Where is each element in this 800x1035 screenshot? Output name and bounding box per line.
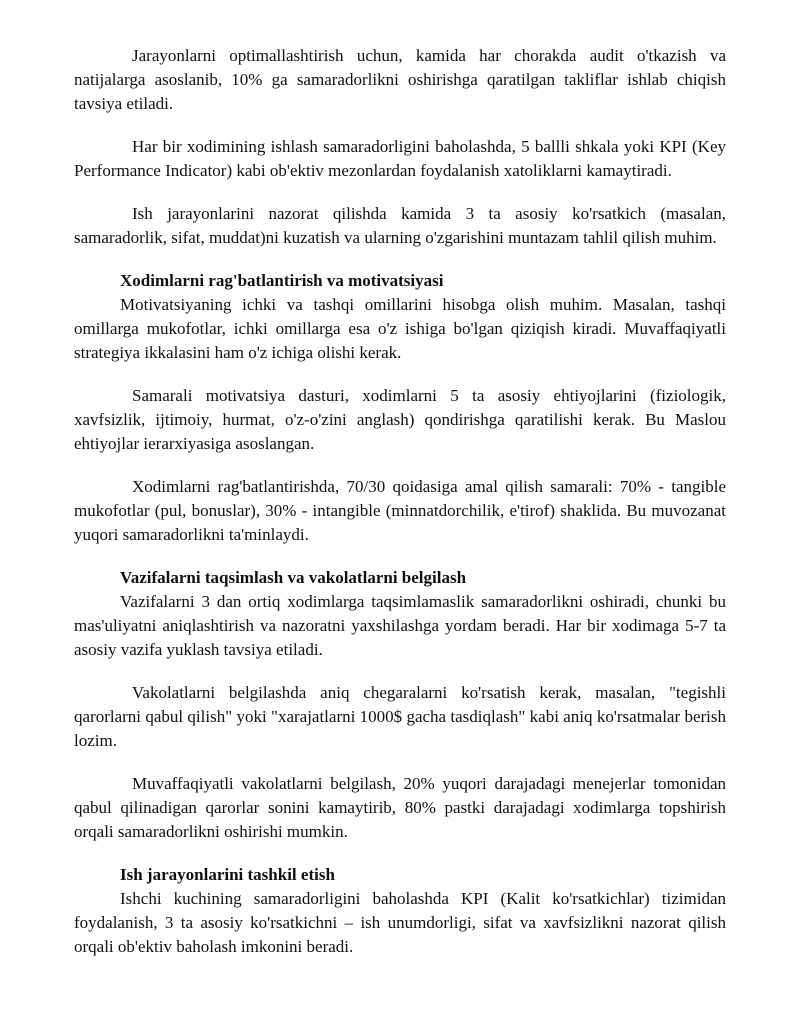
paragraph: Jarayonlarni optimallashtirish uchun, kamida har chorakda audit o'tkazish va natijalarga asoslanib, 10% ga samaradorlikni oshirishga qaratilgan takliflar ishlab chiqish tavsiya etiladi.	[74, 46, 726, 113]
paragraph: Vakolatlarni belgilashda aniq chegaralarni ko'rsatish kerak, masalan, "tegishli qarorlarni qabul qilish" yoki "xarajatlarni 1000$ gacha tasdiqlash" kabi aniq ko'rsatmalar berish lozim.	[74, 683, 726, 750]
paragraph: Vazifalarni 3 dan ortiq xodimlarga taqsimlamaslik samaradorlikni oshiradi, chunki bu mas'uliyatni aniqlashtirish va nazoratni yaxshilashga yordam beradi. Har bir xodimaga 5-7 ta asosiy vazifa yuklash tavsiya etiladi.	[74, 592, 726, 659]
section-heading: Xodimlarni rag'batlantirish va motivatsiyasi	[120, 271, 444, 290]
section-heading: Ish jarayonlarini tashkil etish	[120, 865, 335, 884]
paragraph: Motivatsiyaning ichki va tashqi omillarini hisobga olish muhim. Masalan, tashqi omillarga mukofotlar, ichki omillarga esa o'z ishiga bo'lgan qiziqish kiradi. Muvaffaqiyatli strategiya ikkalasini ham o'z ichiga olishi kerak.	[74, 295, 726, 362]
paragraph: Har bir xodimining ishlash samaradorligini baholashda, 5 ballli shkala yoki KPI (Key Performance Indicator) kabi ob'ektiv mezonlardan foydalanish xatoliklarni kamaytiradi.	[74, 137, 726, 180]
paragraph: Xodimlarni rag'batlantirishda, 70/30 qoidasiga amal qilish samarali: 70% - tangible mukofotlar (pul, bonuslar), 30% - intangible (minnatdorchilik, e'tirof) shaklida. Bu muvozanat yuqori samaradorlikni ta'minlaydi.	[74, 477, 726, 544]
paragraph: Muvaffaqiyatli vakolatlarni belgilash, 20% yuqori darajadagi menejerlar tomonidan qabul qilinadigan qarorlar sonini kamaytirib, 80% pastki darajadagi xodimlarga topshirish orqali samaradorlikni oshirishi mumkin.	[74, 774, 726, 841]
paragraph: Ishchi kuchining samaradorligini baholashda KPI (Kalit ko'rsatkichlar) tizimidan foydalanish, 3 ta asosiy ko'rsatkichni – ish unumdorligi, sifat va xavfsizlikni nazorat qilish orqali ob'ektiv baholash imkonini beradi.	[74, 889, 726, 956]
paragraph: Ish jarayonlarini nazorat qilishda kamida 3 ta asosiy ko'rsatkich (masalan, samaradorlik, sifat, muddat)ni kuzatish va ularning o'zgarishini muntazam tahlil qilish muhim.	[74, 204, 726, 247]
section-heading: Vazifalarni taqsimlash va vakolatlarni belgilash	[120, 568, 467, 587]
paragraph: Samarali motivatsiya dasturi, xodimlarni 5 ta asosiy ehtiyojlarini (fiziologik, xavfsizlik, ijtimoiy, hurmat, o'z-o'zini anglash) qondirishga qaratilishi kerak. Bu Maslou ehtiyojlar ierarxiyasiga asoslangan.	[74, 386, 726, 453]
